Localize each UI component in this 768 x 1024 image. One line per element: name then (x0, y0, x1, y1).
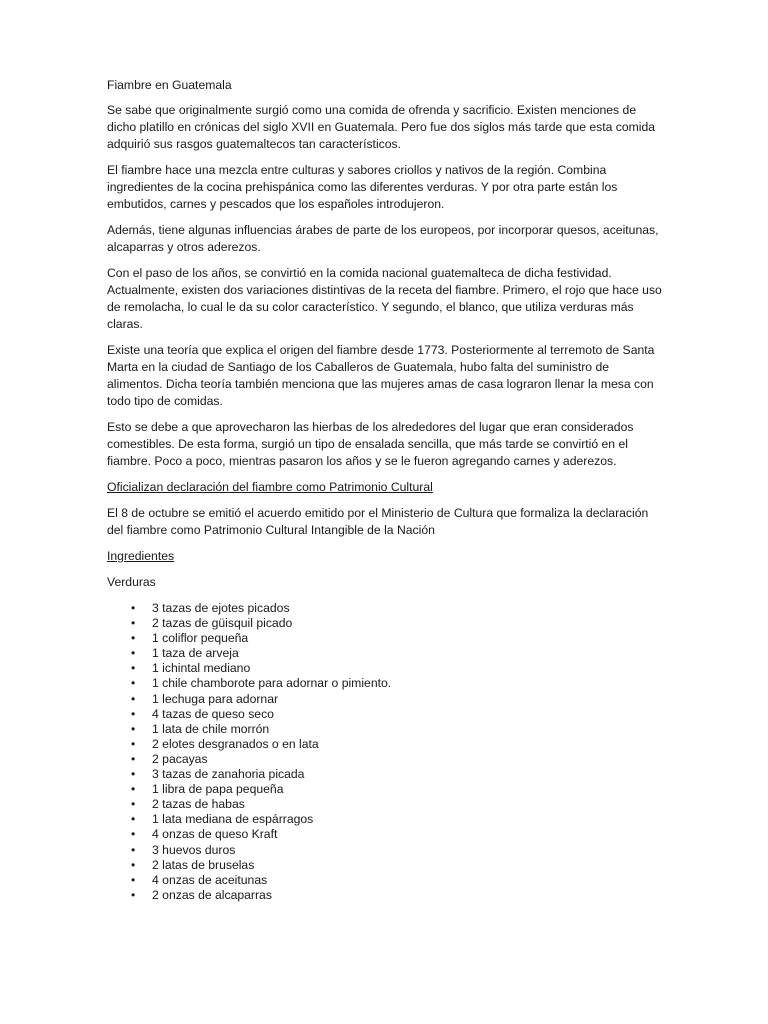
bullet-icon: • (131, 616, 136, 631)
ingredient-text: 1 coliflor pequeña (152, 631, 249, 646)
bullet-icon: • (131, 631, 136, 646)
bullet-icon: • (131, 872, 136, 887)
bullet-icon: • (131, 857, 136, 872)
bullet-icon: • (131, 751, 136, 766)
list-item (107, 692, 667, 707)
ingredient-list (107, 601, 667, 903)
ingredient-text: 2 tazas de güisquil picado (152, 616, 293, 631)
ingredient-text: 1 ichintal mediano (152, 661, 251, 676)
bullet-icon: • (131, 887, 136, 902)
ingredient-text: 1 lechuga para adornar (152, 691, 279, 706)
ingredient-text: 1 libra de papa pequeña (152, 782, 284, 797)
ingredients-heading: Ingredientes (107, 549, 175, 563)
ingredient-text: 3 huevos duros (152, 842, 236, 857)
document-body (107, 77, 667, 903)
ingredient-text: 2 latas de bruselas (152, 857, 255, 872)
paragraph: Con el paso de los años, se convirtió en la comida nacional guatemalteca de dicha festividad. Actualmente, existen dos variaciones distintivas de la receta del fiambre. Primero, el rojo que hace uso de remolacha, lo cual le da su color característico. Y segundo, el blanco, que utiliza verduras más claras. (107, 266, 662, 331)
ingredient-text: 1 lata mediana de espárragos (152, 812, 314, 827)
bullet-icon: • (131, 767, 136, 782)
paragraph: Se sabe que originalmente surgió como una comida de ofrenda y sacrificio. Existen menciones de dicho platillo en crónicas del siglo XVII en Guatemala. Pero fue dos siglos más tarde que esta comida adquirió sus rasgos guatemaltecos tan característicos. (107, 103, 656, 151)
verduras-subheading: Verduras (107, 575, 156, 589)
section-heading: Oficializan declaración del fiambre como Patrimonio Cultural (107, 480, 433, 494)
paragraph: Esto se debe a que aprovecharon las hierbas de los alrededores del lugar que eran considerados comestibles. De esta forma, surgió un tipo de ensalada sencilla, que más tarde se convirtió en el fiambre. Poco a poco, mientras pasaron los años y se le fueron agregando carnes y aderezos. (107, 420, 634, 468)
ingredient-text: 1 taza de arveja (152, 646, 239, 661)
list-item (107, 782, 667, 797)
list-item (107, 843, 667, 858)
list-item (107, 858, 667, 873)
ingredient-text: 3 tazas de zanahoria picada (152, 767, 305, 782)
ingredient-text: 4 tazas de queso seco (152, 706, 274, 721)
bullet-icon: • (131, 721, 136, 736)
list-item (107, 827, 667, 842)
paragraph: Existe una teoría que explica el origen del fiambre desde 1773. Posteriormente al terremoto de Santa Marta en la ciudad de Santiago de los Caballeros de Guatemala, hubo falta del suministro de alimentos. Dicha teoría también menciona que las mujeres amas de casa lograron llenar la mesa con todo tipo de comidas. (107, 343, 655, 408)
bullet-icon: • (131, 646, 136, 661)
section-paragraph: El 8 de octubre se emitió el acuerdo emitido por el Ministerio de Cultura que formaliza la declaración del fiambre como Patrimonio Cultural Intangible de la Nación (107, 506, 649, 537)
bullet-icon: • (131, 842, 136, 857)
ingredient-text: 4 onzas de queso Kraft (152, 827, 278, 842)
ingredient-text: 2 tazas de habas (152, 797, 245, 812)
document-title: Fiambre en Guatemala (107, 78, 232, 92)
ingredient-text: 2 pacayas (152, 751, 208, 766)
list-item (107, 616, 667, 631)
bullet-icon: • (131, 706, 136, 721)
ingredient-text: 1 lata de chile morrón (152, 721, 270, 736)
paragraph: Además, tiene algunas influencias árabes de parte de los europeos, por incorporar quesos, aceitunas, alcaparras y otros aderezos. (107, 223, 659, 254)
bullet-icon: • (131, 736, 136, 751)
list-item (107, 631, 667, 646)
list-item (107, 646, 667, 661)
bullet-icon: • (131, 691, 136, 706)
list-item (107, 888, 667, 903)
ingredient-text: 2 onzas de alcaparras (152, 887, 272, 902)
list-item (107, 752, 667, 767)
list-item (107, 707, 667, 722)
bullet-icon: • (131, 782, 136, 797)
bullet-icon: • (131, 676, 136, 691)
list-item (107, 737, 667, 752)
list-item (107, 797, 667, 812)
ingredient-text: 3 tazas de ejotes picados (152, 601, 290, 615)
list-item (107, 873, 667, 888)
bullet-icon: • (131, 797, 136, 812)
list-item (107, 601, 667, 616)
bullet-icon: • (131, 601, 136, 615)
bullet-icon: • (131, 827, 136, 842)
bullet-icon: • (131, 812, 136, 827)
list-item (107, 812, 667, 827)
bullet-icon: • (131, 661, 136, 676)
ingredient-text: 2 elotes desgranados o en lata (152, 736, 319, 751)
list-item (107, 767, 667, 782)
ingredient-text: 1 chile chamborote para adornar o pimiento. (152, 676, 392, 691)
list-item (107, 661, 667, 676)
list-item (107, 676, 667, 691)
list-item (107, 722, 667, 737)
paragraph: El fiambre hace una mezcla entre culturas y sabores criollos y nativos de la región. Combina ingredientes de la cocina prehispánica como las diferentes verduras. Y por otra parte están los embutidos, carnes y pescados que los españoles introdujeron. (107, 163, 618, 211)
ingredient-text: 4 onzas de aceitunas (152, 872, 268, 887)
